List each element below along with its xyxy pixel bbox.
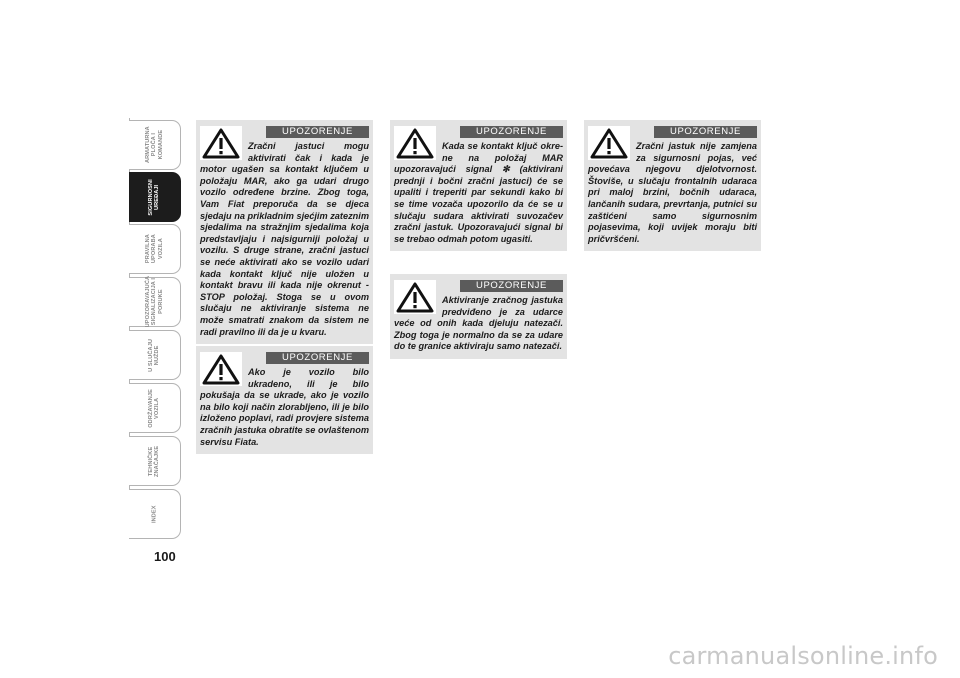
tab-tehnicke-znacajke[interactable] <box>129 436 181 486</box>
tab-label: ARMATURNA PLOČA I KOMANDE <box>144 126 164 164</box>
warning-box <box>390 274 567 359</box>
tab-pravilna-uporaba[interactable] <box>129 224 181 274</box>
page-number: 100 <box>154 549 176 564</box>
warning-title: UPOZORENJE <box>460 126 563 138</box>
warning-title: UPOZORENJE <box>266 352 369 364</box>
tab-label: PRAVILNA UPORABA VOZILA <box>144 234 164 264</box>
warning-text: Zračni jastuci mogu aktivirati čak i kada je motor ugašen sa kontakt ključem u položaju MAR, ako ga udari drugo vozilo određene brzine. Zbog toga, Vam Fiat preporuča da se djeca sjedaju na prikladnim sjećjim zateznim sjedalima na stražnjim sjedalima koja predstavljaju i najsigurniji položaj u vozilu. S druge strane, zračni jastuci se neće aktivirati ako se vozilo udari kada kontakt ključ nije uložen u kontakt bravu ili kada nije okrenut - STOP položaj. Stoga se u ovom slučaju ne aktiviranje sistema ne može smatrati znakom da sistem ne radi pravilno ili da je u kvaru. <box>200 141 370 337</box>
tab-index[interactable] <box>129 489 181 539</box>
warning-triangle-icon <box>394 126 436 160</box>
warning-title: UPOZORENJE <box>460 280 563 292</box>
tab-u-slucaju-nuzde[interactable] <box>129 330 181 380</box>
warning-text: Kada se kontakt ključ okrene na položaj MAR upozoravajući signal ✻ (aktivirani prednji i bočni zračni jastuci) će se upaliti i treperiti par sekundi kako bi se time vozača upozorilo da će se u slučaju sudara aktivirati suvozačev zračni jastuk. Upozoravajući signal bi se trebao odmah potom ugasiti. <box>394 141 563 244</box>
tab-label: ODRŽAVANJE VOZILA <box>148 388 161 428</box>
warning-triangle-icon <box>200 126 242 160</box>
warning-box <box>390 120 567 251</box>
warning-triangle-icon <box>200 352 242 386</box>
tab-label: INDEX <box>151 505 158 523</box>
watermark: carmanualsonline.info <box>668 642 938 670</box>
tab-odrzavanje-vozila[interactable] <box>129 383 181 433</box>
warning-triangle-icon <box>588 126 630 160</box>
tab-label: SIGURNOSNI UREĐAJI <box>148 178 161 216</box>
tab-label: U SLUČAJU NUŽDE <box>148 338 161 372</box>
warning-text: Ako je vozilo bilo ukradeno, ili je bilo pokušaja da se ukrade, ako je vozilo na bilo koji način zlorabljeno, ili je bilo izloženo poplavi, radi provjere sistema zračnih jastuka obratite se ovlaštenom servisu Fiata. <box>200 367 370 447</box>
warning-box <box>584 120 761 251</box>
warning-text: Zračni jastuk nije zamjena za sigurnosni pojas, već povećava njegovu djelotvornost. Štoviše, u slučaju frontalnih udaraca pri maloj brzini, bočnih udaraca, lančanih sudara, prevrtanja, putnici su zaštićeni samo sigurnosnim pojasevima, koji uvijek moraju biti pričvršćeni. <box>588 141 757 244</box>
tab-armaturna-ploca[interactable] <box>129 120 181 170</box>
tab-sigurnosni-uredaji[interactable] <box>129 172 181 222</box>
tab-upozoravajuca-signalizacija[interactable] <box>129 277 181 327</box>
tab-label: UPOZORAVAJUĆA SIGNALIZACIJA I PORUKE <box>144 276 164 328</box>
warning-text: Aktiviranje zračnog jastuka predviđeno je za udarce veće od onih kada djeluju natezači. Zbog toga je normalno da se za udare do te granice aktiviraju samo natezači. <box>394 295 563 352</box>
warning-title: UPOZORENJE <box>654 126 757 138</box>
warning-box <box>196 346 373 454</box>
warning-triangle-icon <box>394 280 436 314</box>
warning-box <box>196 120 373 344</box>
warning-title: UPOZORENJE <box>266 126 369 138</box>
tab-label: TEHNIČKE ZNAČAJKE <box>148 445 161 477</box>
